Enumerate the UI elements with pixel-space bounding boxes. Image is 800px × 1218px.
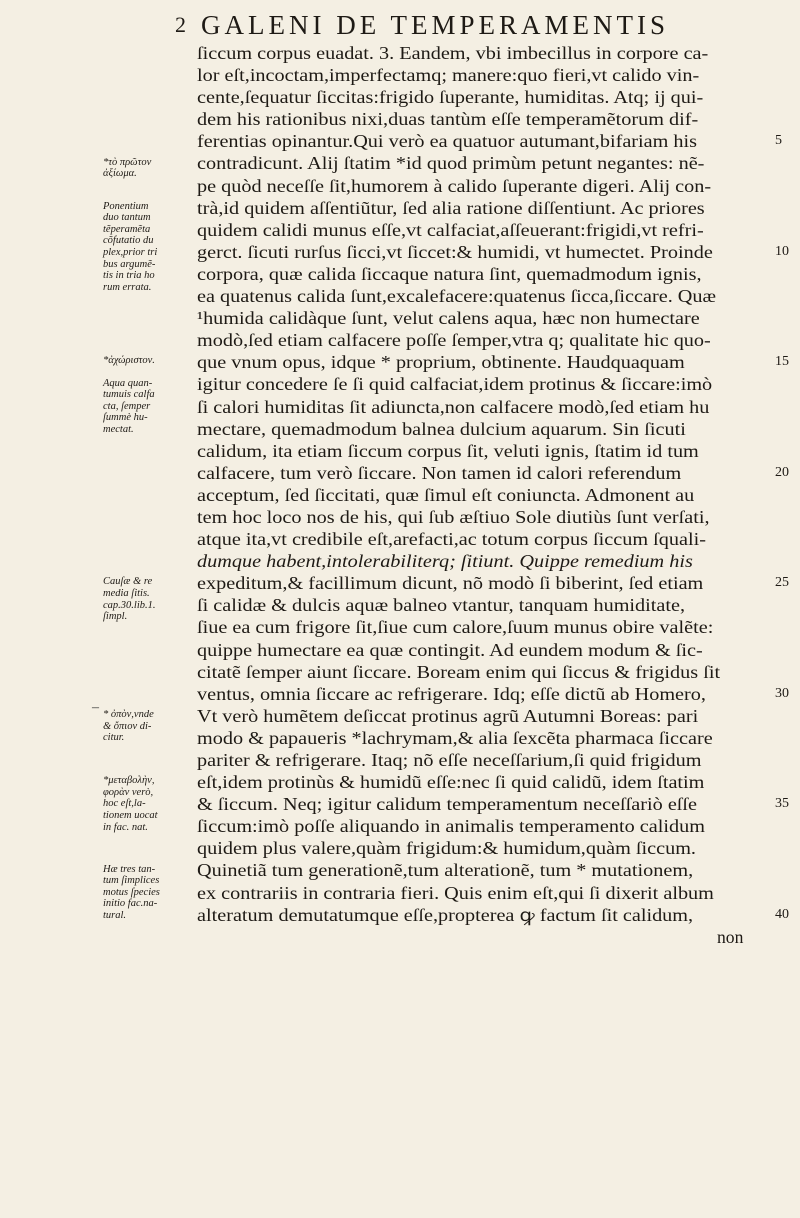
text-line (197, 418, 772, 440)
margin-note-line: ſummè hu- (103, 412, 148, 424)
text-line (197, 462, 772, 484)
text-line (197, 263, 772, 285)
margin-note-line: ſimpl. (103, 611, 128, 623)
text-line-content: corpora, quæ calida ſiccaque natura ſint, quemadmodum ignis, (197, 263, 702, 284)
text-line (197, 86, 772, 108)
text-line (197, 440, 772, 462)
line-number: 15 (775, 354, 789, 370)
margin-note (103, 576, 195, 622)
margin-note-line: tum ſimplices (103, 875, 160, 887)
text-line-content: pariter & refrigerare. Itaq; nõ eſſe neceſſarium,ſi quid frigidum (197, 750, 702, 770)
text-line-content: calfacere, tum verò ſiccare. Non tamen id calori referendum (197, 462, 682, 483)
margin-note-line: bus argumẽ- (103, 258, 156, 270)
margin-note-line: duo tantum (103, 212, 151, 224)
margin-note-line: Cauſæ & re (103, 576, 153, 588)
margin-note-line: in fac. nat. (103, 821, 148, 833)
text-line (197, 616, 772, 638)
running-header (175, 10, 795, 46)
margin-note-line: mectat. (103, 423, 134, 435)
margin-note-line: φορὰν verò, (103, 786, 154, 798)
line-number: 20 (775, 464, 789, 480)
text-line-content: ſiccum:imò poſſe aliquando in animalis temperamento calidum (197, 816, 705, 837)
text-line (197, 285, 772, 307)
margin-note-line: cap.30.lib.1. (103, 599, 156, 611)
text-line (197, 926, 772, 948)
line-number: 25 (775, 575, 789, 591)
text-line-content: expeditum,& facillimum dicunt, nõ modò ſi biberint, ſed etiam (197, 573, 704, 594)
margin-note (103, 355, 195, 367)
margin-note-line: * ὀπὸν,vnde (103, 709, 154, 720)
text-line-content: ex contrariis in contraria fieri. Quis enim eſt,qui ſi dixerit album (197, 882, 714, 903)
text-line (197, 815, 772, 837)
text-line-content: cente,ſequatur ſiccitas:frigido ſuperante, humiditas. Atq; ij qui- (197, 87, 704, 108)
text-line-content: quippe humectare ea quæ contingit. Ad eundem modum & ſic- (197, 639, 703, 660)
text-line-content: que vnum opus, idque * proprium, obtinente. Haudquaquam (197, 352, 685, 373)
margin-note-line: *μεταβολὴν, (103, 775, 155, 787)
text-line-content: citatẽ ſemper aiunt ſiccare. Boream enim qui ſiccus & frigidus ſit (197, 661, 721, 682)
margin-note (103, 201, 195, 294)
text-line-content: eſt,idem protinùs & humidũ eſſe:nec ſi quid calidũ, idem ſtatim (197, 772, 705, 793)
margin-note-line: & ὄπιον di- (103, 720, 152, 732)
margin-note-line: tis in tria ho (103, 270, 155, 282)
margin-note-line: *ἀχώριστον. (103, 355, 155, 367)
text-line (197, 749, 772, 771)
text-line-content: ventus, omnia ſiccare ac refrigerare. Idq; eſſe dictũ ab Homero, (197, 683, 706, 704)
text-line (197, 329, 772, 351)
text-line-content: ſiccum corpus euadat. 3. Eandem, vbi imbecillus in corpore ca- (197, 43, 709, 63)
margin-note-line: tionem uocat (103, 810, 158, 822)
text-line (197, 175, 772, 197)
text-line (197, 572, 772, 594)
text-line (197, 351, 772, 373)
margin-note-line: tural. (103, 910, 127, 922)
text-line-content: quidem calidi munus eſſe,vt calfaciat,aſſeuerant:frigidi,vt refri- (197, 219, 704, 240)
text-line (197, 882, 772, 904)
text-line (197, 396, 772, 418)
text-line (197, 152, 772, 174)
text-line (197, 197, 772, 219)
margin-note-line: Hæ tres tan- (103, 863, 156, 875)
text-line-content: igitur concedere ſe ſi quid calfaciat,idem protinus & ſiccare:imò (197, 374, 713, 395)
text-line-content: ſi calidæ & dulcis aquæ balneo vtantur, tanquam humiditate, (197, 595, 686, 616)
text-line-content: tem hoc loco nos de his, qui ſub æſtiuo Sole diutiùs ſunt verſati, (197, 506, 710, 527)
margin-note-line: hoc eſt,la- (103, 798, 146, 810)
margin-note-line: initio fac.na- (103, 898, 158, 910)
margin-note (103, 378, 195, 436)
text-line (197, 219, 772, 241)
margin-note (103, 864, 195, 922)
line-number: 30 (775, 685, 789, 701)
text-line-content: contradicunt. Alij ſtatim *id quod primùm petunt negantes: nẽ- (197, 153, 705, 174)
line-number: 10 (775, 243, 789, 259)
text-line-content: ſiue ea cum frigore ſit,ſiue cum calore,ſuum munus obire valẽte: (197, 617, 714, 638)
text-line (197, 727, 772, 749)
margin-note-line: citur. (103, 732, 125, 744)
text-line (197, 904, 772, 926)
text-line (197, 661, 772, 683)
text-line-content: quidem plus valere,quàm frigidum:& humidum,quàm ſiccum. (197, 838, 696, 859)
text-line (197, 241, 772, 263)
text-line (197, 550, 772, 572)
margin-note-line: cõfutatio du (103, 235, 154, 247)
text-line (197, 705, 772, 727)
page-number: 2 (175, 12, 186, 37)
text-line (197, 64, 772, 86)
text-line (197, 484, 772, 506)
margin-note-line: tumuis calfa (103, 389, 155, 401)
margin-note-line: *τὸ πρῶτον (103, 156, 152, 168)
line-number: 5 (775, 133, 782, 149)
text-line-content: trà,id quidem aſſentiũtur, ſed alia ratione diſſentiunt. Ac priores (197, 197, 705, 218)
margin-note-line: media ſitis. (103, 587, 150, 599)
text-line-content: dem his rationibus nixi,duas tantùm eſſe temperamẽtorum dif- (197, 109, 699, 130)
text-line-content: ea quatenus calida ſunt,excalefacere:quatenus ſicca,ſiccare. Quæ (197, 286, 717, 307)
line-number: 40 (775, 906, 789, 922)
text-line-content: lor eſt,incoctam,imperfectamq; manere:quo fieri,vt calido vin- (197, 65, 700, 86)
text-line-content: ſi calori humiditas ſit adiuncta,non calfacere modò,ſed etiam hu (197, 396, 710, 417)
margin-note-line: ἀξίωμα. (103, 168, 137, 180)
main-text-block (197, 42, 772, 948)
margin-note (103, 775, 195, 833)
text-line (197, 639, 772, 661)
margin-note-line: plex,prior tri (103, 247, 158, 259)
running-title: GALENI DE TEMPERAMENTIS (201, 10, 669, 40)
text-line-content: Vt verò humẽtem deſiccat protinus agrũ Autumni Boreas: pari (197, 705, 699, 726)
text-line (197, 793, 772, 815)
text-line-content: modò,ſed etiam calfacere poſſe ſemper,vtra q; qualitate hic quo- (197, 330, 711, 351)
text-line-content: acceptum, ſed ſiccitati, quæ ſimul eſt coniuncta. Admonent au (197, 484, 695, 505)
text-line-content: ferentias opinantur.Qui verò ea quatuor autumant,bifariam his (197, 131, 698, 152)
text-line-content: pe quòd neceſſe ſit,humorem à calido ſuperante digeri. Alij con- (197, 175, 712, 196)
text-line-content: mectare, quemadmodum balnea dulcium aquarum. Sin ſicuti (197, 418, 686, 439)
text-line (197, 771, 772, 793)
margin-note-line: Ponentium (103, 200, 149, 212)
margin-note (103, 157, 195, 180)
margin-note-line: cta, ſemper (103, 400, 151, 412)
text-line (197, 837, 772, 859)
text-line (197, 373, 772, 395)
margin-note-line: motus ſpecies (103, 886, 160, 898)
text-line-content: ¹humida calidàque ſunt, velut calens aqua, hæc non humectare (197, 308, 700, 329)
text-line (197, 108, 772, 130)
text-line-content: alteratum demutatumque eſſe,propterea ꝙ factum ſit calidum, (197, 904, 694, 925)
text-line-content: modo & papaueris *lachrymam,& alia ſexcẽta pharmaca ſiccare (197, 727, 713, 748)
text-line (197, 130, 772, 152)
margin-dash-mark: – (92, 700, 99, 715)
text-line (197, 683, 772, 705)
text-line-content: gerct. ſicuti rurſus ſicci,vt ſiccet:& humidi, vt humectet. Proinde (197, 241, 713, 262)
margin-note (103, 709, 195, 744)
text-line-content: & ſiccum. Neq; igitur calidum temperamentum neceſſariò eſſe (197, 794, 698, 815)
text-line (197, 42, 772, 64)
text-line (197, 506, 772, 528)
margin-note-line: tẽperamẽta (103, 223, 151, 235)
text-line (197, 528, 772, 550)
text-line (197, 859, 772, 881)
text-line-content: atque ita,vt credibile eſt,arefacti,ac totum corpus ſiccum ſquali- (197, 529, 706, 550)
text-line-content: calidum, ita etiam ſiccum corpus ſit, veluti ignis, ſtatim id tum (197, 440, 699, 461)
margin-note-line: rum errata. (103, 281, 152, 293)
text-line (197, 594, 772, 616)
margin-note-line: Aqua quan- (103, 377, 153, 389)
line-number: 35 (775, 796, 789, 812)
text-line-content: dumque habent,intolerabiliterq; ſitiunt. Quippe remedium his (197, 551, 693, 572)
text-line (197, 307, 772, 329)
text-line-content: non (717, 926, 744, 947)
text-line-content: Quinetiã tum generationẽ,tum alterationẽ, tum * mutationem, (197, 860, 694, 881)
